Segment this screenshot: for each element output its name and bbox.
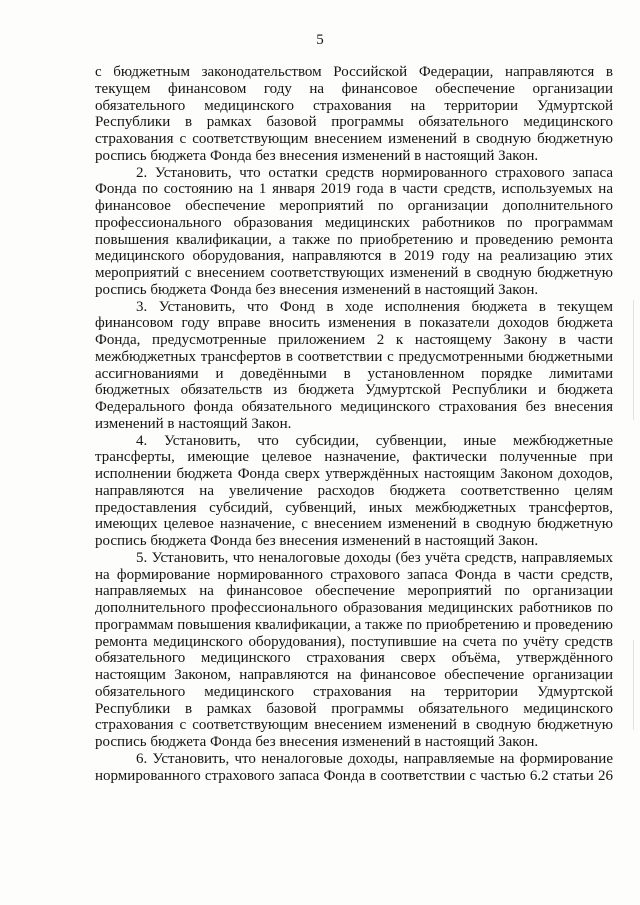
paragraph-continuation: с бюджетным законодательством Российской Федерации, направляются в текущем финансовом году на финансовое обеспечение организации обязательного медицинского страхования на территории Удмуртской Республики в рамках базовой программы обязательного медицинского страхования с соответствующим внесением изменений в сводную бюджетную роспись бюджета Фонда без внесения изменений в настоящий Закон. (95, 64, 613, 164)
paragraph-5: 5. Установить, что неналоговые доходы (без учёта средств, направляемых на формирование нормированного страхового запаса Фонда в части средств, направляемых на финансовое обеспечение мероприятий по организации дополнительного профессионального образования медицинских работников по программам повышения квалификации, а также по приобретению и проведению ремонта медицинского оборудования), поступившие на счета по учёту средств обязательного медицинского страхования сверх объёма, утверждённого настоящим Законом, направляются на финансовое обеспечение организации обязательного медицинского страхования на территории Удмуртской Республики в рамках базовой программы обязательного медицинского страхования с соответствующим внесением изменений в сводную бюджетную роспись бюджета Фонда без внесения изменений в настоящий Закон. (95, 549, 613, 750)
body-text (95, 64, 613, 784)
paragraph-4: 4. Установить, что субсидии, субвенции, иные межбюджетные трансферты, имеющие целевое назначение, фактически полученные при исполнении бюджета Фонда сверх утверждённых настоящим Законом доходов, направляются на увеличение расходов бюджета соответственно целям предоставления субсидий, субвенций, иных межбюджетных трансфертов, имеющих целевое назначение, с внесением изменений в сводную бюджетную роспись бюджета Фонда без внесения изменений в настоящий Закон. (95, 432, 613, 549)
paragraph-6: 6. Установить, что неналоговые доходы, направляемые на формирование нормированного страхового запаса Фонда в соответствии с частью 6.2 статьи 26 (95, 750, 613, 784)
scan-edge-mark (633, 640, 634, 730)
paragraph-2: 2. Установить, что остатки средств нормированного страхового запаса Фонда по состоянию на 1 января 2019 года в части средств, используемых на финансовое обеспечение мероприятий по организации дополнительного профессионального образования медицинских работников по программам повышения квалификации, а также по приобретению и проведению ремонта медицинского оборудования, направляются в 2019 году на реализацию этих мероприятий с внесением соответствующих изменений в сводную бюджетную роспись бюджета Фонда без внесения изменений в настоящий Закон. (95, 164, 613, 298)
scan-edge-mark (633, 300, 634, 420)
page-number: 5 (316, 32, 324, 48)
paragraph-3: 3. Установить, что Фонд в ходе исполнения бюджета в текущем финансовом году вправе вносить изменения в показатели доходов бюджета Фонда, предусмотренные приложением 2 к настоящему Закону в части межбюджетных трансфертов в соответствии с предусмотренными бюджетными ассигнованиями и доведёнными в установленном порядке лимитами бюджетных обязательств из бюджета Удмуртской Республики и бюджета Федерального фонда обязательного медицинского страхования без внесения изменений в настоящий Закон. (95, 298, 613, 432)
